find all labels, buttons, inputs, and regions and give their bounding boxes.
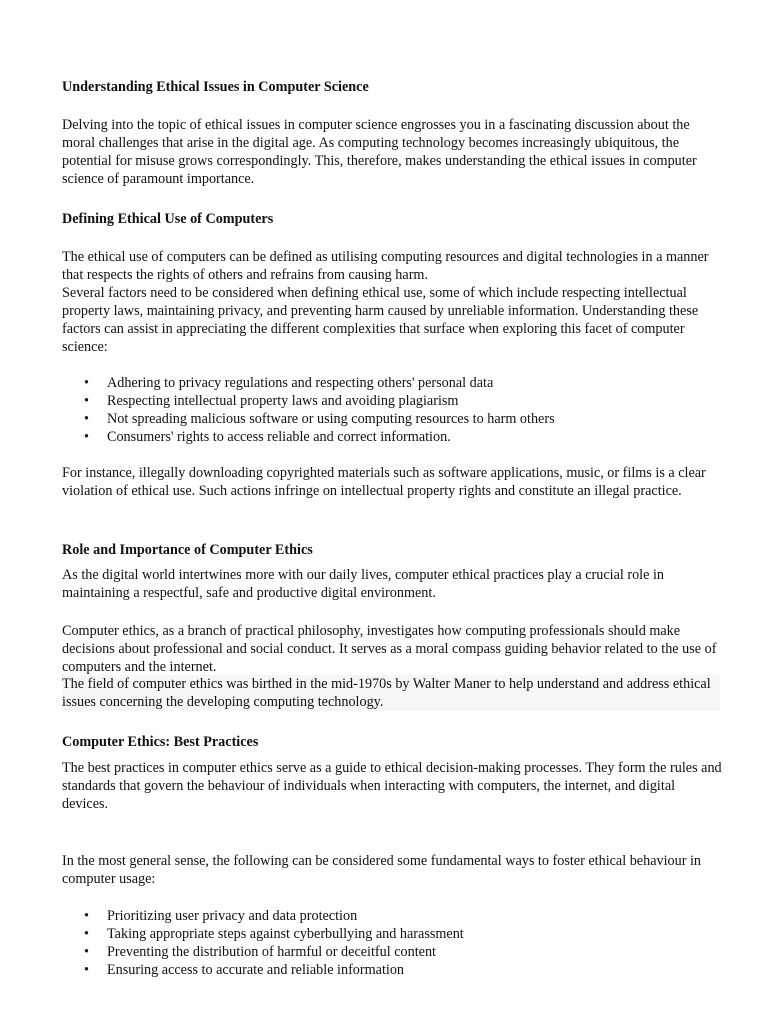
list-item bbox=[62, 907, 722, 925]
list-item-text: Consumers' rights to access reliable and correct information. bbox=[107, 429, 451, 445]
role-paragraph-3-highlighted: The field of computer ethics was birthed in the mid-1970s by Walter Maner to help understand and address ethical issues concerning the developing computing technology. bbox=[62, 675, 720, 711]
list-item-text: Not spreading malicious software or using computing resources to harm others bbox=[107, 411, 555, 427]
list-item bbox=[62, 392, 722, 410]
list-item bbox=[62, 410, 722, 428]
list-item bbox=[62, 943, 722, 961]
section-heading-best-practices: Computer Ethics: Best Practices bbox=[62, 734, 259, 750]
list-item-text: Adhering to privacy regulations and respecting others' personal data bbox=[107, 375, 494, 391]
best-practices-paragraph-2: In the most general sense, the following can be considered some fundamental ways to foster ethical behaviour in computer usage: bbox=[62, 853, 702, 887]
bullet-glyph: • bbox=[84, 393, 89, 409]
list-item-text: Preventing the distribution of harmful or deceitful content bbox=[107, 944, 436, 960]
bullet-glyph: • bbox=[84, 962, 89, 978]
bullet-glyph: • bbox=[84, 429, 89, 445]
intro-paragraph: Delving into the topic of ethical issues in computer science engrosses you in a fascinating discussion about the moral challenges that arise in the digital age. As computing technology becomes increasingly ubiquitous, the potential for misuse grows correspondingly. This, therefore, makes understanding the ethical issues in computer science of paramount importance. bbox=[62, 117, 697, 187]
list-item bbox=[62, 961, 722, 979]
list-item-text: Respecting intellectual property laws and avoiding plagiarism bbox=[107, 393, 459, 409]
ethical-use-example: For instance, illegally downloading copyrighted materials such as software applications, music, or films is a clear violation of ethical use. Such actions infringe on intellectual property rights and constitute an illegal practice. bbox=[62, 465, 706, 499]
document-title: Understanding Ethical Issues in Computer Science bbox=[62, 79, 369, 95]
bullet-glyph: • bbox=[84, 411, 89, 427]
best-practices-list bbox=[62, 907, 722, 979]
list-item-text: Ensuring access to accurate and reliable information bbox=[107, 962, 405, 978]
ethical-use-definition: The ethical use of computers can be defined as utilising computing resources and digital technologies in a manner that respects the rights of others and refrains from causing harm. bbox=[62, 249, 709, 283]
list-item-text: Taking appropriate steps against cyberbullying and harassment bbox=[107, 926, 464, 942]
ethical-use-list bbox=[62, 374, 722, 446]
bullet-glyph: • bbox=[84, 944, 89, 960]
bullet-glyph: • bbox=[84, 926, 89, 942]
role-paragraph-2: Computer ethics, as a branch of practical philosophy, investigates how computing professionals should make decisions about professional and social conduct. It serves as a moral compass guiding behavior related to the use of computers and the internet. bbox=[62, 623, 717, 675]
list-item bbox=[62, 374, 722, 392]
best-practices-paragraph-1: The best practices in computer ethics serve as a guide to ethical decision-making processes. They form the rules and standards that govern the behaviour of individuals when interacting with computers, the internet, and digital devices. bbox=[62, 760, 722, 812]
list-item bbox=[62, 428, 722, 446]
list-item-text: Prioritizing user privacy and data protection bbox=[107, 908, 358, 924]
ethical-use-factors: Several factors need to be considered when defining ethical use, some of which include respecting intellectual property laws, maintaining privacy, and preventing harm caused by unreliable information. Understanding these factors can assist in appreciating the different complexities that surface when exploring this facet of computer science: bbox=[62, 285, 699, 355]
section-heading-defining-ethical-use: Defining Ethical Use of Computers bbox=[62, 211, 274, 227]
bullet-glyph: • bbox=[84, 908, 89, 924]
section-heading-role-importance: Role and Importance of Computer Ethics bbox=[62, 542, 313, 558]
role-paragraph-1: As the digital world intertwines more with our daily lives, computer ethical practices play a crucial role in maintaining a respectful, safe and productive digital environment. bbox=[62, 567, 664, 601]
list-item bbox=[62, 925, 722, 943]
bullet-glyph: • bbox=[84, 375, 89, 391]
